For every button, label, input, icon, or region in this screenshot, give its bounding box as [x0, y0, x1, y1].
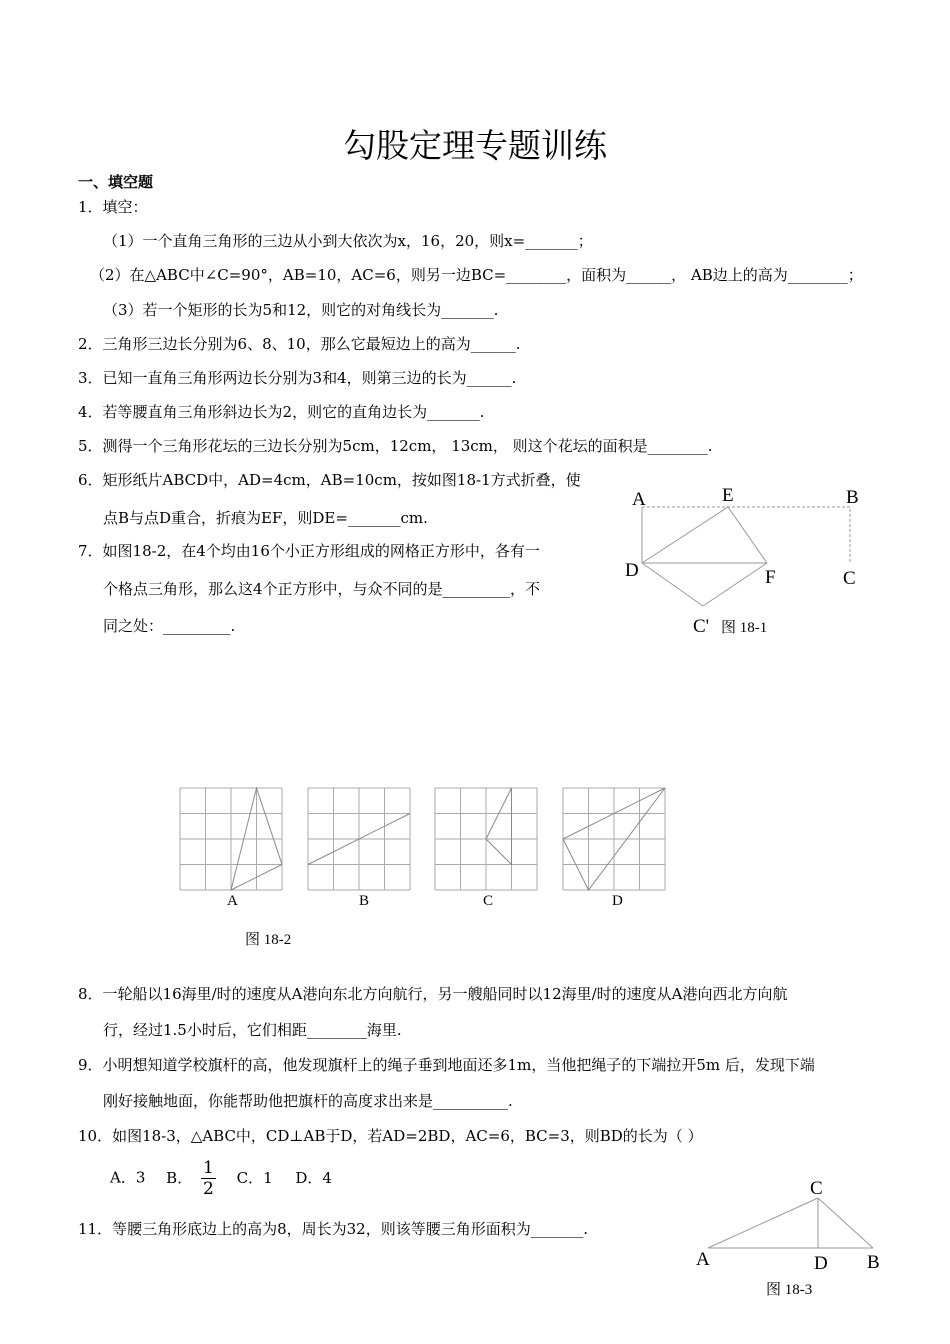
figure-18-1	[615, 478, 875, 648]
q8-line1: 8．一轮船以16海里/时的速度从A港向东北方向航行，另一艘船同时以12海里/时的速度从A港向西北方向航	[78, 985, 788, 1003]
q10-option-c: C．1	[236, 1168, 273, 1187]
label-a: A	[632, 489, 646, 510]
label-f: F	[765, 567, 776, 588]
q9-line2: 刚好接触地面，你能帮助他把旗杆的高度求出来是__________.	[103, 1092, 513, 1110]
q9-line1: 9．小明想知道学校旗杆的高，他发现旗杆上的绳子垂到地面还多1m，当他把绳子的下端拉开5m 后，发现下端	[78, 1056, 815, 1074]
caption-18-2: 图 18-2	[245, 932, 292, 948]
label-b: B	[846, 487, 859, 508]
q8-line2: 行，经过1.5小时后，它们相距________海里.	[103, 1021, 402, 1039]
label-d: D	[814, 1253, 828, 1274]
fraction-denominator: 2	[202, 1179, 214, 1199]
segment-c-prime-f	[703, 563, 767, 606]
figure-18-3	[690, 1175, 890, 1305]
q1-part3: （3）若一个矩形的长为5和12，则它的对角线长为_______.	[103, 301, 499, 319]
q10-option-d: D．4	[295, 1168, 332, 1187]
q10-stem: 10．如图18-3，△ABC中，CD⊥AB于D，若AD=2BD，AC=6，BC=3，则BD的长为（ ）	[78, 1127, 703, 1145]
q7-line3: 同之处：_________.	[103, 617, 236, 635]
label-b: B	[867, 1252, 880, 1273]
section-heading-fill-blank: 一、填空题	[78, 173, 154, 191]
q10-option-a: A．3	[110, 1168, 146, 1187]
label-c-prime: C'	[693, 616, 710, 637]
q1-part2: （2）在△ABC中∠C=90°，AB=10，AC=6，则另一边BC=________，面积为______， AB边上的高为________；	[90, 266, 863, 284]
lattice-triangle	[486, 788, 512, 865]
label-e: E	[722, 485, 734, 506]
label-d: D	[625, 560, 639, 581]
page-title: 勾股定理专题训练	[343, 126, 607, 165]
q10-option-b-fraction	[201, 1158, 216, 1199]
label-a: A	[696, 1249, 710, 1270]
question-3: 3．已知一直角三角形两边长分别为3和4，则第三边的长为______.	[78, 369, 517, 387]
q6-line1: 6．矩形纸片ABCD中，AD=4cm，AB=10cm，按如图18-1方式折叠，使	[78, 471, 581, 489]
figure-18-2	[170, 780, 680, 950]
caption-18-3: 图 18-3	[766, 1282, 813, 1298]
segment-de	[642, 507, 728, 563]
question-2: 2．三角形三边长分别为6、8、10，那么它最短边上的高为______.	[78, 335, 521, 353]
segment-dc-prime	[642, 563, 703, 606]
q10-options	[110, 1158, 332, 1199]
q7-line1: 7．如图18-2，在4个均由16个小正方形组成的网格正方形中，各有一	[78, 542, 540, 560]
label-c: C	[810, 1178, 823, 1199]
side-ac	[708, 1198, 818, 1248]
fold-dashed-edge	[642, 507, 850, 563]
caption-18-1: 图 18-1	[721, 620, 768, 636]
q1-part1: （1）一个直角三角形的三边从小到大依次为x，16，20，则x=_______；	[103, 232, 593, 250]
q7-line2: 个格点三角形，那么这4个正方形中，与众不同的是_________，不	[103, 580, 541, 598]
grid-label-b: B	[359, 893, 370, 909]
crease-ef	[728, 507, 767, 563]
grid-label-a: A	[227, 893, 238, 909]
side-bc	[818, 1198, 873, 1248]
question-11: 11．等腰三角形底边上的高为8，周长为32，则该等腰三角形面积为_______.	[78, 1220, 588, 1238]
question-4: 4．若等腰直角三角形斜边长为2，则它的直角边长为_______.	[78, 403, 485, 421]
question-5: 5．测得一个三角形花坛的三边长分别为5cm，12cm， 13cm， 则这个花坛的面积是________.	[78, 437, 713, 455]
q1-head: 1．填空：	[78, 198, 148, 216]
label-c: C	[843, 568, 856, 589]
grid-label-c: C	[483, 893, 494, 909]
grid-label-d: D	[612, 893, 623, 909]
q10-option-b: B．	[166, 1168, 193, 1187]
fraction-numerator: 1	[202, 1158, 214, 1178]
q6-line2: 点B与点D重合，折痕为EF，则DE=_______cm.	[103, 509, 428, 527]
